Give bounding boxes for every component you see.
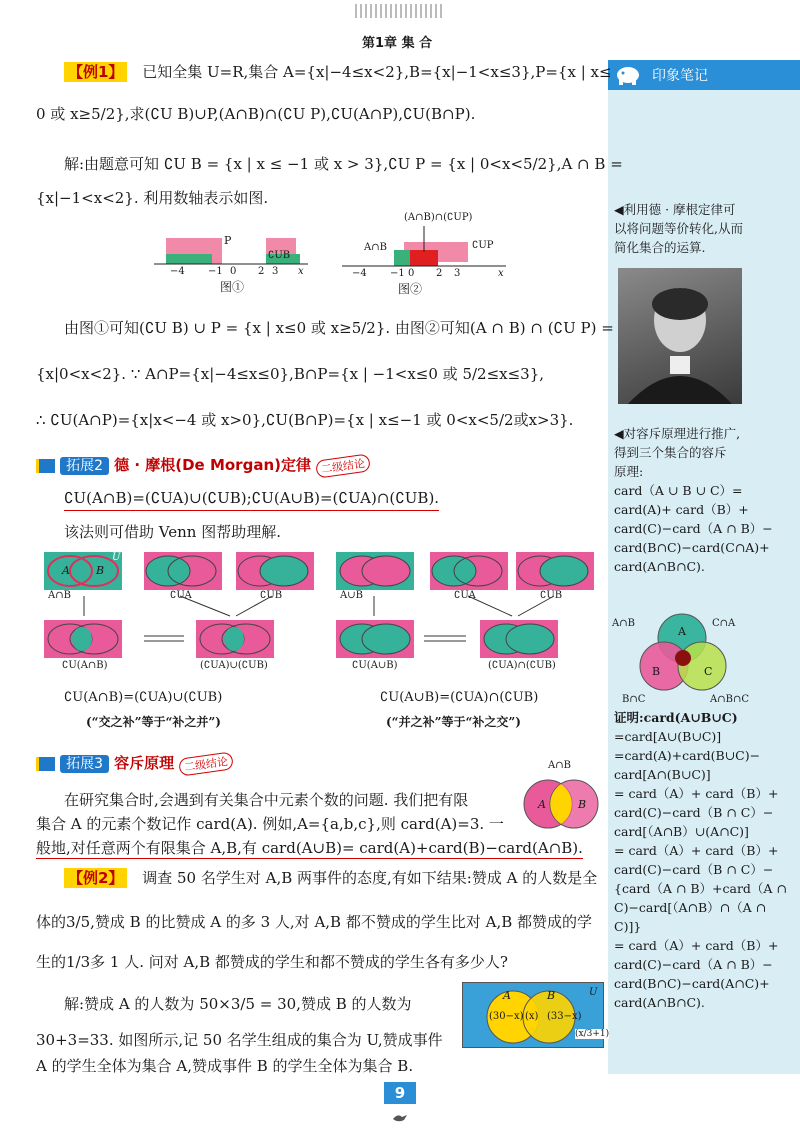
proof-line: 证明:card(A∪B∪C) bbox=[614, 710, 738, 725]
proof-line: card(A∩B∩C). bbox=[614, 995, 705, 1010]
fig2-top-label: (A∩B)∩(∁UP) bbox=[404, 212, 473, 223]
union-venn-a: A bbox=[538, 798, 546, 811]
number-line-fig2 bbox=[338, 212, 508, 296]
header-ornament bbox=[355, 4, 445, 18]
ex2-venn-a: A bbox=[503, 989, 511, 1002]
page-number-box bbox=[384, 1082, 416, 1104]
ext3-label: 拓展3 bbox=[60, 755, 109, 773]
venn-caption: A∩B bbox=[48, 590, 71, 601]
venn-caption: ∁UB bbox=[540, 590, 563, 601]
ex2-line-4: 30+3=33. 如图所示,记 50 名学生组成的集合为 U,赞成事件 bbox=[36, 1031, 443, 1049]
ext3-line-0: 在研究集合时,会遇到有关集合中元素个数的问题. 我们把有限 bbox=[64, 791, 469, 809]
proof-line: = card（A）+ card（B）+ bbox=[614, 786, 779, 801]
demorgan-note-right: (“并之补”等于“补之交”) bbox=[386, 715, 521, 729]
proof-line: C)−card[（A∩B）∩（A ∩ bbox=[614, 900, 767, 915]
fig1-tick: 2 bbox=[258, 266, 265, 277]
fig1-p-label: P bbox=[224, 234, 232, 247]
proof-line: = card（A）+ card（B）+ bbox=[614, 938, 779, 953]
example-tag: 【例1】 bbox=[64, 62, 127, 82]
sidebar-note-2 bbox=[614, 424, 773, 576]
venn3-label-b: B bbox=[652, 665, 661, 678]
union-venn-top: A∩B bbox=[548, 760, 571, 771]
venn-caption: A∪B bbox=[340, 590, 363, 601]
ex1-text: 已知全集 U=R,集合 A={x|−4≤x<2},B={x|−1<x≤3},P={x | x≤ bbox=[142, 63, 612, 81]
venn3-label-bc: B∩C bbox=[622, 694, 646, 705]
demorgan-formula-left: ∁U(A∩B)=(∁UA)∪(∁UB) bbox=[64, 690, 223, 705]
ex2-text: 调查 50 名学生对 A,B 两事件的态度,有如下结果:赞成 A 的人数是全 bbox=[142, 869, 598, 887]
proof-line: card(B∩C)−card(A∩C)+ bbox=[614, 976, 770, 991]
venn3-label-abc: A∩B∩C bbox=[710, 694, 749, 705]
formula-line: card(B∩C)−card(C∩A)+ bbox=[614, 540, 770, 555]
venn-caption: ∁UA bbox=[170, 590, 192, 601]
venn3-label-ab: A∩B bbox=[612, 618, 635, 629]
proof-line: card(C)−card（B ∩ C）− bbox=[614, 862, 774, 877]
proof-line: =card(A)+card(B∪C)− bbox=[614, 748, 761, 763]
union-venn-b: B bbox=[578, 798, 587, 811]
ext3-header bbox=[36, 752, 233, 773]
ext2-intro: 该法则可借助 Venn 图帮助理解. bbox=[64, 523, 281, 541]
fig2-tick: −4 bbox=[352, 268, 367, 279]
ex2-venn-out: (x/3+1) bbox=[575, 1029, 610, 1039]
formula-line: card(A∩B∩C). bbox=[614, 559, 705, 574]
ex2-line-1: 体的3/5,赞成 B 的比赞成 A 的多 3 人,对 A,B 都不赞成的学生比对 A,B 都赞成的学 bbox=[36, 913, 593, 931]
fig2-tick: 0 bbox=[408, 268, 415, 279]
formula-line: card（A ∪ B ∪ C）= bbox=[614, 483, 743, 498]
fig1-tick: 0 bbox=[230, 266, 237, 277]
venn3-label-c: C bbox=[704, 665, 713, 678]
ext3-line-1: 集合 A 的元素个数记作 card(A). 例如,A={a,b,c},则 card(A)=3. 一 bbox=[36, 815, 504, 833]
note1-line: 简化集合的运算. bbox=[614, 240, 706, 255]
fig1-cub-label: ∁UB bbox=[268, 250, 291, 261]
venn-label-a: A bbox=[62, 564, 70, 577]
ext2-law: ∁U(A∩B)=(∁UA)∪(∁UB);∁U(A∪B)=(∁UA)∩(∁UB). bbox=[64, 488, 439, 511]
note2-line: 原理: bbox=[614, 464, 644, 479]
ex2-venn-right: (33−x) bbox=[547, 1011, 582, 1022]
book-icon bbox=[36, 757, 55, 771]
ex2-line-3: 解:赞成 A 的人数为 50×3/5 = 30,赞成 B 的人数为 bbox=[64, 995, 412, 1013]
ex1-line-0 bbox=[64, 62, 612, 82]
proof-line: =card[A∪(B∪C)] bbox=[614, 729, 722, 744]
venn3-label-a: A bbox=[678, 625, 686, 638]
formula-line: card(A)+ card（B）+ bbox=[614, 502, 749, 517]
proof-line: card(C)−card（B ∩ C）− bbox=[614, 805, 774, 820]
venn-caption: ∁UB bbox=[260, 590, 283, 601]
ex2-line-5: A 的学生全体为集合 A,赞成事件 B 的学生全体为集合 B. bbox=[36, 1057, 414, 1075]
venn-caption: ∁U(A∩B) bbox=[62, 660, 108, 671]
number-line-fig1 bbox=[150, 232, 310, 294]
proof-line: card[A∩(B∪C)] bbox=[614, 767, 711, 782]
ex1-line-2: 解:由题意可知 ∁U B = {x | x ≤ −1 或 x > 3},∁U P = {x | 0<x<5/2},A ∩ B = bbox=[64, 155, 623, 173]
ex2-line-0 bbox=[64, 868, 597, 888]
elephant-icon bbox=[614, 62, 642, 86]
proof-line: C)]} bbox=[614, 919, 642, 934]
venn-caption: (∁UA)∩(∁UB) bbox=[488, 660, 556, 671]
fig2-x: x bbox=[498, 268, 504, 279]
ex1-line-6: ∴ ∁U(A∩P)={x|x<−4 或 x>0},∁U(B∩P)={x | x≤−1 或 0<x<5/2或x>3}. bbox=[36, 411, 574, 429]
union-venn bbox=[518, 760, 604, 830]
formula-line: card(C)−card（A ∩ B）− bbox=[614, 521, 773, 536]
venn-label-u: U bbox=[112, 552, 121, 563]
fig2-cup-label: ∁UP bbox=[472, 240, 494, 251]
ext2-title: 德 · 摩根(De Morgan)定律 bbox=[114, 456, 311, 474]
fig2-tick: 2 bbox=[436, 268, 443, 279]
fig1-x: x bbox=[298, 266, 304, 277]
ext2-label: 拓展2 bbox=[60, 457, 109, 475]
ext2-stamp: 二级结论 bbox=[315, 453, 371, 478]
sidebar-proof bbox=[614, 708, 787, 1012]
demorgan-note-left: (“交之补”等于“补之并”) bbox=[86, 715, 221, 729]
venn-label-b: B bbox=[96, 564, 105, 577]
note2-line: 得到三个集合的容斥 bbox=[614, 445, 727, 460]
ex1-line-5: {x|0<x<2}. ∵ A∩P={x|−4≤x≤0},B∩P={x | −1<x≤0 或 5/2≤x≤3}, bbox=[36, 365, 545, 383]
ext3-title: 容斥原理 bbox=[114, 754, 175, 772]
sidebar-note-1 bbox=[614, 200, 743, 257]
fig2-tick: 3 bbox=[454, 268, 461, 279]
ex2-venn-b: B bbox=[547, 989, 556, 1002]
fig1-tick: −4 bbox=[170, 266, 185, 277]
ex2-venn bbox=[462, 982, 610, 1048]
ex2-venn-u: U bbox=[589, 987, 598, 998]
ext3-stamp: 二级结论 bbox=[178, 751, 234, 776]
venn-caption: ∁U(A∪B) bbox=[352, 660, 398, 671]
ex2-line-2: 生的1/3多 1 人. 问对 A,B 都赞成的学生和都不赞成的学生各有多少人? bbox=[36, 953, 508, 971]
ext2-header bbox=[36, 454, 370, 475]
fig1-tick: −1 bbox=[208, 266, 223, 277]
fig1-caption: 图① bbox=[220, 280, 245, 294]
note1-line: ◀利用德 · 摩根定律可 bbox=[614, 202, 736, 217]
note2-line: ◀对容斥原理进行推广, bbox=[614, 426, 741, 441]
proof-line: card[（A∩B）∪(A∩C)] bbox=[614, 824, 749, 839]
ex1-line-3: {x|−1<x<2}. 利用数轴表示如图. bbox=[36, 189, 269, 207]
note1-line: 以将问题等价转化,从而 bbox=[614, 221, 743, 236]
proof-line: {card（A ∩ B）+card（A ∩ bbox=[614, 881, 787, 896]
venn-caption: ∁UA bbox=[454, 590, 476, 601]
ex2-venn-mid: (x) bbox=[525, 1011, 539, 1022]
ex1-line-4: 由图①可知(∁U B) ∪ P = {x | x≤0 或 x≥5/2}. 由图②可知(A ∩ B) ∩ (∁U P) = bbox=[64, 319, 614, 337]
example-tag: 【例2】 bbox=[64, 868, 127, 888]
chapter-header: 第1章 集 合 bbox=[362, 36, 433, 51]
fig2-tick: −1 bbox=[390, 268, 405, 279]
portrait-de-morgan bbox=[618, 268, 742, 404]
fig1-tick: 3 bbox=[272, 266, 279, 277]
proof-line: = card（A）+ card（B）+ bbox=[614, 843, 779, 858]
venn-caption: (∁UA)∪(∁UB) bbox=[200, 660, 268, 671]
book-icon bbox=[36, 459, 55, 473]
demorgan-formula-right: ∁U(A∪B)=(∁UA)∩(∁UB) bbox=[380, 690, 539, 705]
three-set-venn bbox=[612, 610, 798, 704]
ext3-line-2: 般地,对任意两个有限集合 A,B,有 card(A∪B)= card(A)+card(B)−card(A∩B). bbox=[36, 839, 583, 857]
sidebar-title: 印象笔记 bbox=[652, 68, 708, 84]
demorgan-venn-grid bbox=[40, 548, 600, 734]
footer-bird-icon bbox=[392, 1108, 408, 1120]
venn3-label-ca: C∩A bbox=[712, 618, 736, 629]
fig2-caption: 图② bbox=[398, 282, 423, 296]
fig2-anb-label: A∩B bbox=[364, 242, 387, 253]
ex1-line-1: 0 或 x≥5/2},求(∁U B)∪P,(A∩B)∩(∁U P),∁U(A∩P),∁U(B∩P). bbox=[36, 105, 476, 123]
ex2-venn-left: (30−x) bbox=[489, 1011, 524, 1022]
page-number: 9 bbox=[394, 1084, 406, 1102]
proof-line: card(C)−card（A ∩ B）− bbox=[614, 957, 773, 972]
